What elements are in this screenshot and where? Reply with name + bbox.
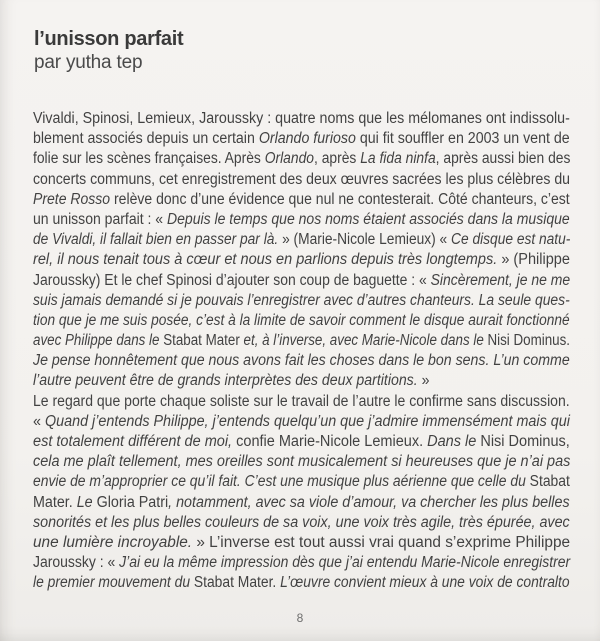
italic-run: Ce disque est natu-	[451, 231, 571, 249]
page-byline: par yutha tep	[34, 52, 143, 73]
text-run: Stabat Mater	[163, 332, 240, 350]
text-line	[33, 573, 570, 593]
text-run: »	[417, 372, 430, 390]
text-line	[33, 533, 571, 553]
italic-run: le premier mouvement du	[33, 574, 194, 592]
italic-run: cela me plaît tellement, mes oreilles sont musicalement si heureuses que je n’ai pas	[33, 453, 571, 471]
text-run: Stabat	[529, 473, 570, 491]
text-run: Nisi Dominus.	[487, 332, 571, 350]
text-run: un unisson parfait : «	[33, 210, 167, 228]
text-line	[33, 210, 570, 230]
text-run: » (Marie-Nicole Lemieux) «	[278, 231, 452, 249]
page-title: l’unisson parfait	[34, 28, 184, 50]
italic-run: Le	[76, 493, 97, 511]
italic-run: sonorités et les plus belles couleurs de sa voix, une voix très agile, très épurée, avec	[33, 513, 570, 531]
text-run: » L’inverse est tout aussi vrai quand s’exprime Philippe	[192, 533, 571, 551]
italic-run: de Vivaldi, il fallait bien en passer par là.	[33, 231, 279, 249]
italic-run: La fida ninfa	[360, 150, 436, 168]
text-line	[33, 432, 570, 452]
italic-run: avec Philippe dans le	[33, 332, 164, 350]
text-line	[33, 452, 571, 472]
text-line	[33, 472, 570, 492]
text-line	[33, 412, 570, 432]
text-line	[33, 230, 571, 250]
text-run: , après aussi bien des	[435, 150, 571, 168]
italic-run: , notamment, avec sa viole d’amour, va chercher les plus belles	[168, 493, 570, 511]
text-line	[33, 170, 570, 190]
text-line	[33, 109, 570, 129]
italic-run: l’autre peuvent être de grands interprètes des deux partitions.	[33, 372, 418, 390]
text-run: Stabat Mater.	[193, 574, 281, 592]
text-run: relève donc d’une évidence que nul ne contesterait. Côté chanteurs, c’est	[110, 190, 570, 208]
italic-run: est totalement différent de moi,	[33, 433, 233, 450]
text-line	[33, 250, 570, 270]
italic-run: et, à l’inverse, avec Marie-Nicole dans le	[239, 332, 488, 350]
text-line	[33, 271, 571, 291]
italic-run: Depuis le temps que nos noms étaient associés dans la musique	[166, 210, 570, 228]
italic-run: Prete Rosso	[33, 190, 111, 208]
page-header	[34, 27, 183, 75]
italic-run: Orlando	[264, 150, 314, 168]
text-run: , après	[313, 150, 361, 168]
text-run: «	[33, 412, 45, 430]
text-line	[33, 291, 570, 311]
text-line	[33, 149, 571, 169]
text-run: folie sur les scènes françaises. Après	[33, 150, 265, 168]
italic-run: Quand j’entends Philippe, j’entends quelqu’un que j’admire immensément mais qui	[44, 412, 570, 430]
text-line	[33, 392, 570, 412]
text-run: Gloria Patri	[96, 493, 169, 511]
text-run: Mater.	[33, 493, 77, 511]
text-line	[33, 553, 571, 573]
italic-run: Orlando furioso	[258, 130, 356, 148]
text-line	[33, 190, 570, 210]
text-run: blement associés depuis un certain	[33, 130, 259, 148]
italic-run: Dans le	[427, 433, 481, 450]
text-line	[33, 311, 570, 331]
text-line	[33, 513, 570, 533]
text-line	[33, 371, 522, 391]
text-line	[33, 129, 570, 149]
text-run: Vivaldi, Spinosi, Lemieux, Jaroussky : quatre noms que les mélomanes ont indissolu-	[33, 110, 570, 127]
text-run: Nisi Dominus,	[480, 433, 570, 450]
body-text	[33, 109, 570, 594]
text-run: » (Philippe	[497, 251, 570, 269]
text-run: qui fit souffler en 2003 un vent de	[355, 130, 570, 148]
text-line	[33, 331, 571, 351]
text-run: confie Marie-Nicole Lemieux.	[232, 433, 428, 450]
italic-run: J’ai eu la même impression dès que j’ai entendu Marie-Nicole enregistrer	[119, 554, 571, 572]
text-run: Jaroussky : «	[33, 554, 120, 572]
italic-run: Je pense honnêtement que nous avons fait les choses dans le bon sens. L’un comme	[33, 352, 570, 370]
italic-run: tion que je me suis posée, c’est à la limite de savoir comment le disque aurait fonctionné	[33, 311, 570, 329]
text-run: Jaroussky) Et le chef Spinosi d’ajouter son coup de baguette : «	[33, 271, 431, 289]
text-line	[33, 493, 570, 513]
italic-run: envie de m’approprier ce qu’il fait. C’est une musique plus aérienne que celle du	[33, 473, 530, 491]
text-run: concerts communs, cet enregistrement des deux œuvres sacrées les plus célèbres du	[33, 170, 570, 188]
italic-run: rel, il nous tenait tous à cœur et nous en parlions depuis très longtemps.	[33, 251, 498, 269]
text-run: Le regard que porte chaque soliste sur le travail de l’autre le confirme sans discussion.	[33, 392, 570, 410]
italic-run: suis jamais demandé si je pouvais l’enregistrer avec d’autres chanteurs. La seule ques-	[33, 291, 570, 309]
italic-run: Sincèrement, je ne me	[430, 271, 571, 289]
page-number: 8	[296, 611, 304, 625]
italic-run: une lumière incroyable.	[33, 533, 193, 551]
text-line	[33, 351, 570, 371]
italic-run: L’œuvre convient mieux à une voix de contralto	[280, 574, 570, 592]
